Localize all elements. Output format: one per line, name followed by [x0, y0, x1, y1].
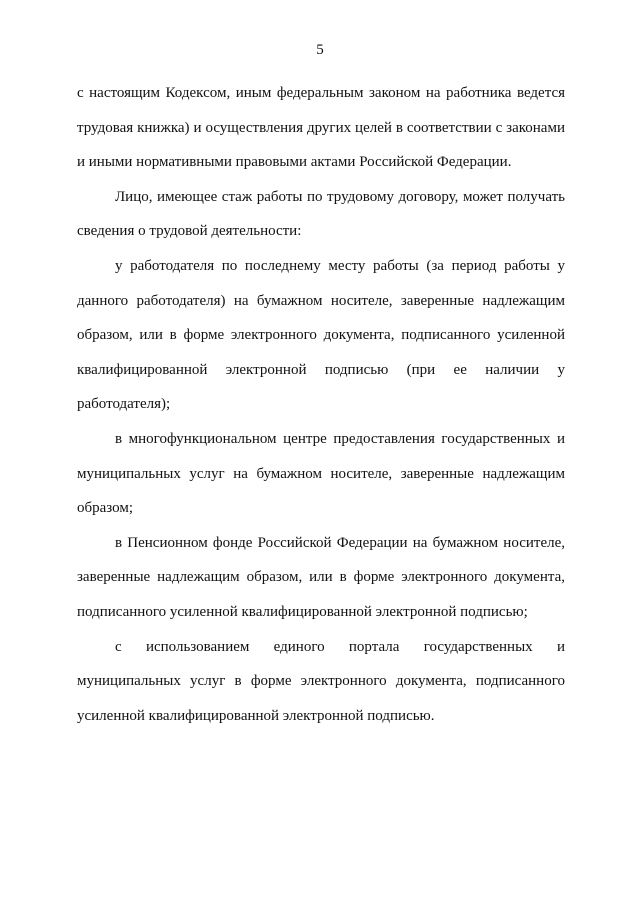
paragraph-continuation: с настоящим Кодексом, иным федеральным законом на работника ведется трудовая книжка) и осуществления других целей в соответствии с законами и иными нормативными правовыми актами Российской Федерации. — [77, 85, 565, 171]
paragraph-person-info: Лицо, имеющее стаж работы по трудовому договору, может получать сведения о трудовой деятельности: — [77, 188, 565, 240]
paragraph-pension-fund: в Пенсионном фонде Российской Федерации на бумажном носителе, заверенные надлежащим образом, или в форме электронного документа, подписанного усиленной квалифицированной электронной подписью; — [77, 534, 565, 620]
document-body — [77, 76, 565, 733]
paragraph-portal: с использованием единого портала государственных и муниципальных услуг в форме электронного документа, подписанного усиленной квалифицированной электронной подписью. — [77, 638, 565, 724]
page-number: 5 — [316, 42, 324, 58]
paragraph-mfc: в многофункциональном центре предоставления государственных и муниципальных услуг на бумажном носителе, заверенные надлежащим образом; — [77, 430, 565, 517]
paragraph-employer: у работодателя по последнему месту работы (за период работы у данного работодателя) на бумажном носителе, заверенные надлежащим образом, или в форме электронного документа, подписанного усиленной квалифицированной электронной подписью (при ее наличии у работодателя); — [77, 257, 565, 413]
